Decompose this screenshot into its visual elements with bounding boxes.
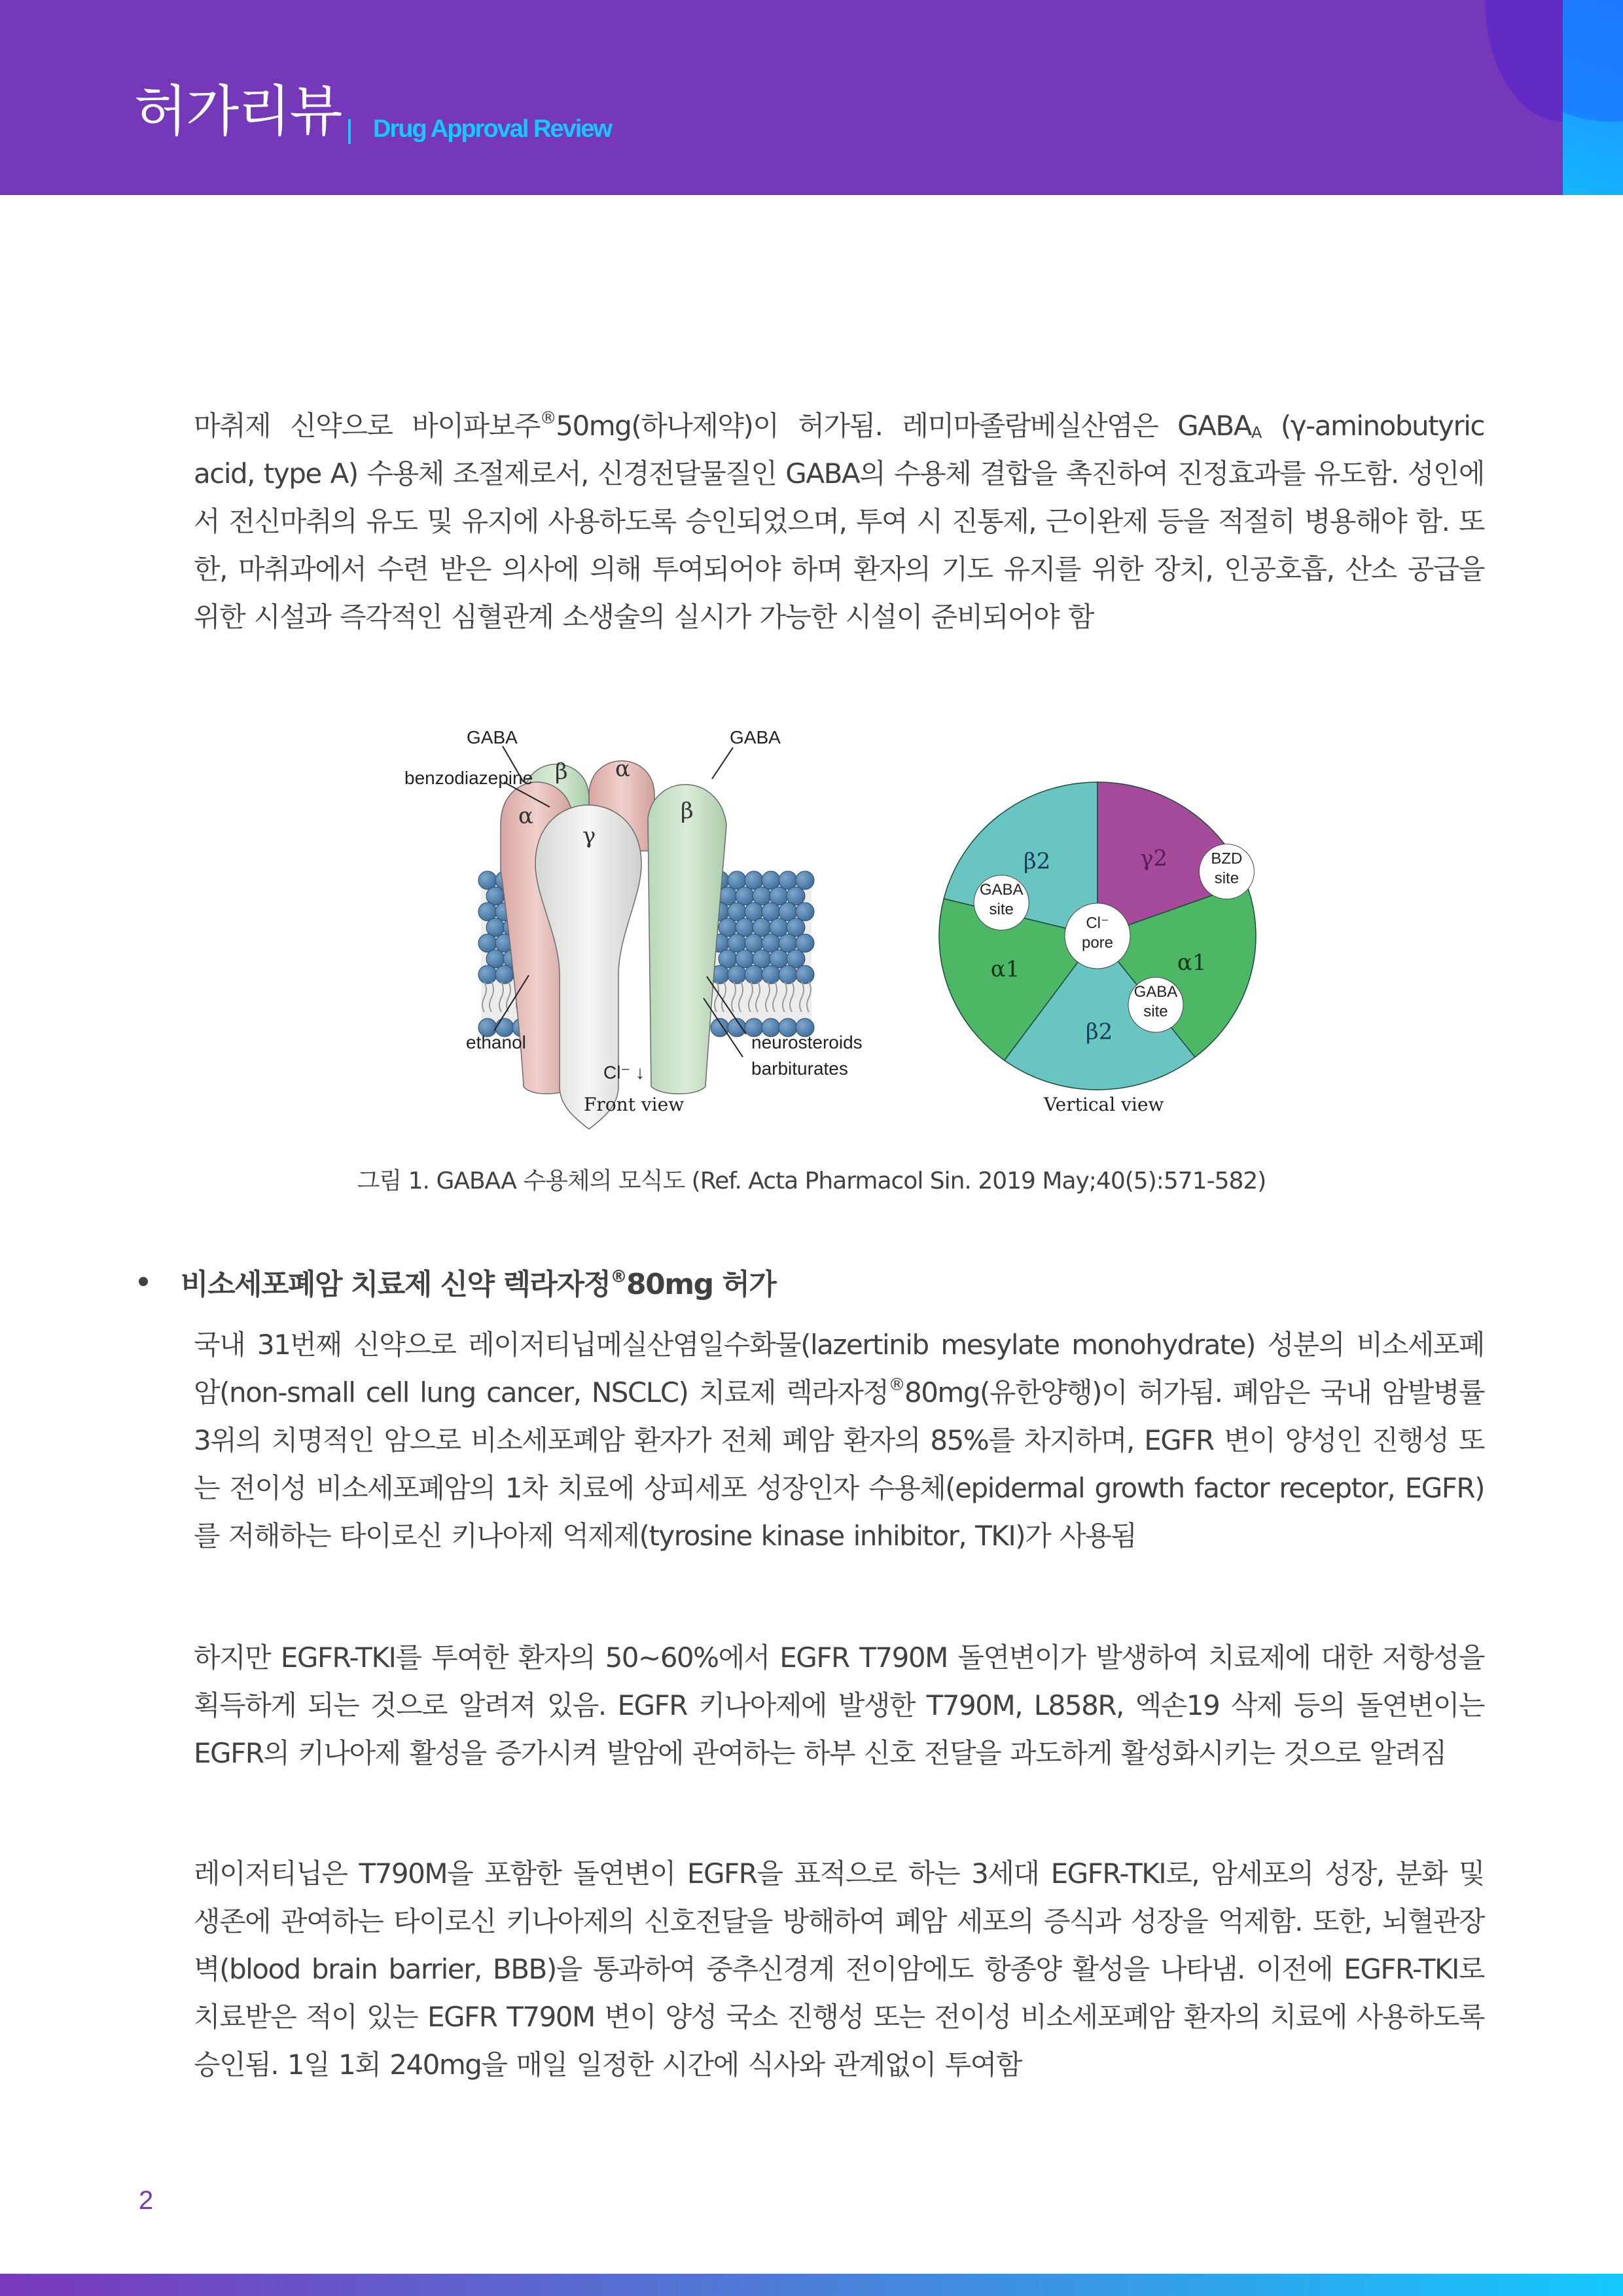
- heading-text-2: 80mg 허가: [626, 1268, 776, 1301]
- label-alpha-front: α: [518, 803, 533, 829]
- lipid-head: [711, 1018, 729, 1037]
- label-alpha-back: α: [615, 756, 630, 782]
- lipid-head: [745, 965, 763, 984]
- label-neurosteroids: neurosteroids: [751, 1032, 863, 1052]
- section-heading: [139, 1262, 1487, 1308]
- gaba-site-right-label: GABA: [1133, 983, 1178, 1001]
- chloride-pore-label: pore: [1081, 934, 1114, 952]
- pie-label: α1: [1177, 950, 1207, 977]
- caption-vertical-view: Vertical view: [1044, 1094, 1164, 1115]
- membrane-right: [711, 871, 814, 1037]
- section2-paragraph-2: 하지만 EGFR-TKI를 투여한 환자의 50~60%에서 EGFR T790M 돌연변이가 발생하여 치료제에 대한 저항성을 획득하게 되는 것으로 알려져 있음. EGFR 키나아제에 발생한 T790M, L858R, 엑손19 삭제 등의 돌연변이는 EGFR의 키나아제 활성을 증가시켜 발암에 관여하는 하부 신호 전달을 과도하게 활성화시키는 것으로 알려짐: [194, 1641, 1484, 1769]
- gaba-receptor-figure: [393, 720, 1309, 1139]
- section2-paragraph-3: 레이저티닙은 T790M을 포함한 돌연변이 EGFR을 표적으로 하는 3세대 EGFR-TKI로, 암세포의 성장, 분화 및 생존에 관여하는 타이로신 키나아제의 신호전달을 방해하여 폐암 세포의 증식과 성장을 억제함. 또한, 뇌혈관장벽(blood brain barrier, BBB)을 통과하여 중추신경계 전이암에도 항종양 활성을 나타냄. 이전에 EGFR-TKI로 치료받은 적이 있는 EGFR T790M 변이 양성 국소 진행성 또는 전이성 비소세포폐암 환자의 치료에 사용하도록 승인됨. 1일 1회 240mg을 매일 일정한 시간에 식사와 관계없이 투여함: [194, 1857, 1484, 2081]
- figure-svg: [393, 720, 1309, 1139]
- pie-label: α1: [990, 956, 1020, 982]
- label-ethanol: ethanol: [466, 1032, 526, 1052]
- lipid-head: [796, 934, 814, 952]
- gaba-site-right-label: site: [1143, 1003, 1168, 1021]
- pie-label: β2: [1023, 848, 1051, 875]
- vertical-view-diagram: [939, 782, 1256, 1090]
- label-gaba-left: GABA: [467, 727, 518, 747]
- bzd-site-label: BZD: [1211, 850, 1243, 868]
- subunit-beta-front: [648, 785, 726, 1094]
- lipid-head: [478, 965, 497, 984]
- section-title: 허가리뷰: [134, 79, 342, 143]
- gaba-site-left-label: site: [989, 901, 1014, 919]
- label-chloride: Cl⁻ ↓: [603, 1062, 645, 1083]
- chloride-pore-label: Cl⁻: [1086, 914, 1109, 932]
- pie-label: γ2: [1140, 845, 1168, 872]
- pie-label: β2: [1085, 1018, 1113, 1045]
- section2-paragraph-1: [194, 1321, 1484, 1560]
- bullet-icon: [139, 1277, 148, 1286]
- section-subtitle: Drug Approval Review: [373, 115, 612, 143]
- lipid-head: [728, 965, 746, 984]
- lipid-head: [796, 871, 814, 889]
- label-benzodiazepine: benzodiazepine: [404, 768, 533, 788]
- heading-text-1: 비소세포폐암 치료제 신약 렉라자정: [181, 1268, 611, 1301]
- figure-caption: 그림 1. GABAA 수용체의 모식도 (Ref. Acta Pharmacol Sin. 2019 May;40(5):571-582): [357, 1168, 1266, 1194]
- lipid-head: [796, 903, 814, 921]
- registered-mark: ®: [610, 1267, 627, 1287]
- page-number: 2: [139, 2186, 154, 2215]
- intro-text-2: 50mg(하나제약)이 허가됨. 레미마졸람베실산염은 GABA: [556, 410, 1251, 442]
- label-gamma: γ: [582, 823, 596, 849]
- intro-paragraph: [194, 402, 1484, 641]
- lipid-head: [495, 965, 514, 984]
- footer-band: [0, 2274, 1623, 2296]
- registered-mark: ®: [539, 408, 556, 428]
- registered-mark: ®: [888, 1375, 904, 1395]
- lipid-head: [779, 965, 797, 984]
- intro-text-1: 마취제 신약으로 바이파보주: [194, 410, 540, 442]
- label-beta-back: β: [555, 759, 568, 785]
- subscript-a: A: [1251, 423, 1261, 442]
- lipid-head: [796, 965, 814, 984]
- lipid-head: [762, 965, 780, 984]
- para1-text-1: 국내 31번째 신약으로 레이저티닙메실산염일수화물(lazertinib mesylate monohydrate) 성분의 비소세포폐암(non-small cell lung cancer, NSCLC) 치료제 렉라자정: [194, 1329, 1484, 1408]
- gaba-site-left-label: GABA: [979, 881, 1024, 899]
- label-beta-front: β: [681, 798, 694, 824]
- bzd-site-label: site: [1214, 869, 1240, 888]
- title-separator: [348, 119, 351, 144]
- para1-text-2: 80mg(유한양행)이 허가됨. 폐암은 국내 암발병률 3위의 치명적인 암으로 비소세포폐암 환자가 전체 폐암 환자의 85%를 차지하며, EGFR 변이 양성인 진행성 또는 전이성 비소세포폐암의 1차 치료에 상피세포 성장인자 수용체(epidermal growth factor receptor, EGFR)를 저해하는 타이로신 키나아제 억제제(tyrosine kinase inhibitor, TKI)가 사용됨: [194, 1376, 1484, 1552]
- intro-text-3: (γ-aminobutyric acid, type A) 수용체 조절제로서, 신경전달물질인 GABA의 수용체 결합을 촉진하여 진정효과를 유도함. 성인에서 전신마취의 유도 및 유지에 사용하도록 승인되었으며, 투여 시 진통제, 근이완제 등을 적절히 병용해야 함. 또한, 마취과에서 수련 받은 의사에 의해 투여되어야 하며 환자의 기도 유지를 위한 장치, 인공호흡, 산소 공급을 위한 시설과 즉각적인 심혈관계 소생술의 실시가 가능한 시설이 준비되어야 함: [194, 410, 1484, 633]
- label-gaba-right: GABA: [730, 727, 781, 747]
- caption-front-view: Front view: [584, 1094, 685, 1115]
- label-barbiturates: barbiturates: [751, 1058, 848, 1079]
